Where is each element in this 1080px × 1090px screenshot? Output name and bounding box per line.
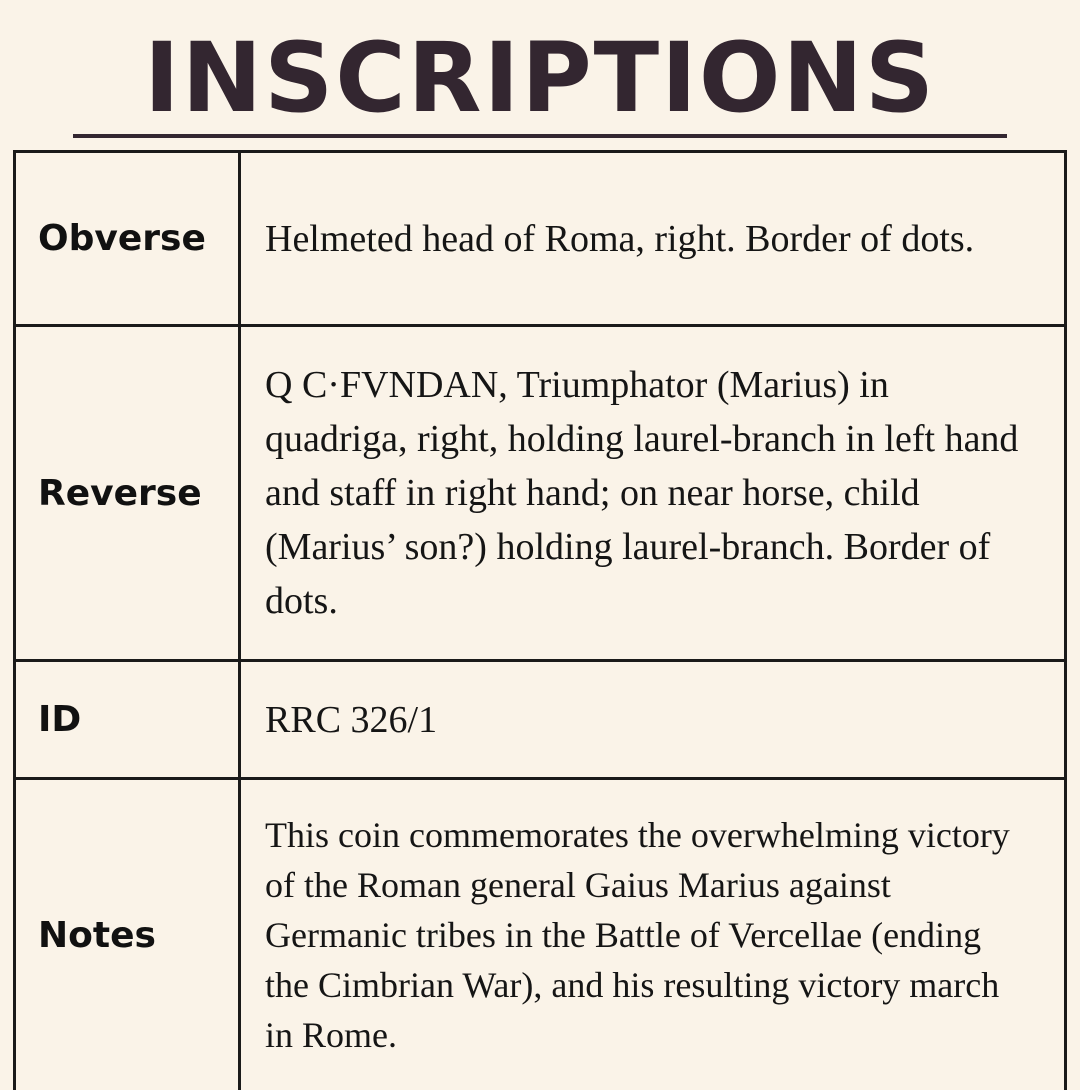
row-value-cell [241, 780, 1064, 1090]
title-underline [73, 134, 1007, 138]
row-label-cell [16, 153, 241, 324]
table-row-notes [16, 780, 1064, 1090]
row-value-cell [241, 662, 1064, 777]
row-label-cell [16, 662, 241, 777]
row-label-cell [16, 780, 241, 1090]
row-value: This coin commemorates the overwhelming victory of the Roman general Gaius Marius against Germanic tribes in the Battle of Vercellae (ending the Cimbrian War), and his resulting victory march in Rome. [265, 815, 1010, 1055]
page-title: INSCRIPTIONS [144, 22, 936, 134]
table-row-obverse [16, 153, 1064, 327]
row-value: RRC 326/1 [265, 698, 438, 741]
row-value: Q C·FVNDAN, Triumphator (Marius) in quadriga, right, holding laurel-branch in left hand and staff in right hand; on near horse, child (Marius’ son?) holding laurel-branch. Border of dots. [265, 364, 1019, 622]
inscriptions-table [13, 150, 1067, 1090]
table-row-reverse [16, 327, 1064, 662]
row-value-cell [241, 153, 1064, 324]
row-label: Obverse [38, 218, 206, 259]
row-value-cell [241, 327, 1064, 659]
row-label-cell [16, 327, 241, 659]
row-value: Helmeted head of Roma, right. Border of dots. [265, 217, 975, 260]
row-label: Notes [38, 914, 156, 956]
table-row-id [16, 662, 1064, 780]
row-label: ID [38, 699, 82, 740]
row-label: Reverse [38, 472, 202, 514]
